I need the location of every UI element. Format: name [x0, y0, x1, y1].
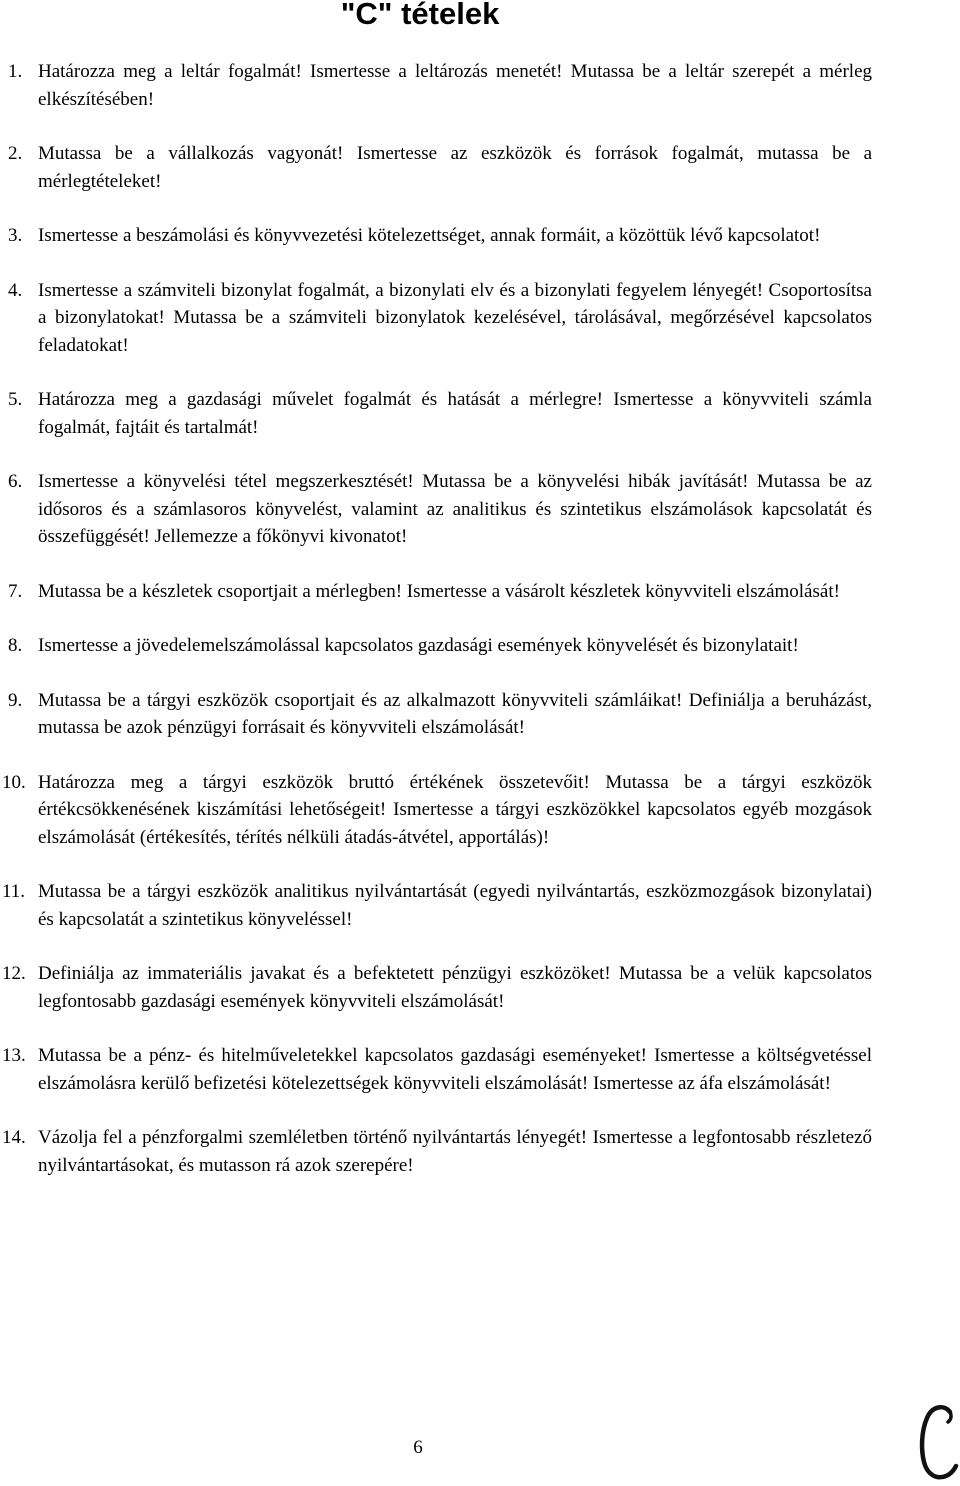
list-item [0, 386, 960, 441]
item-number: 10. [2, 771, 26, 793]
item-number: 11. [2, 881, 26, 902]
item-text: Határozza meg a gazdasági művelet fogalmát és hatását a mérlegre! Ismertesse a könyvviteli számla fogalmát, fajtáit és tartalmát! [38, 389, 872, 438]
item-number: 4. [8, 279, 23, 301]
list-item [0, 632, 960, 660]
item-text: Mutassa be a tárgyi eszközök analitikus nyilvántartását (egyedi nyilvántartás, eszközmozgások bizonylatai) és kapcsolatát a szintetikus könyveléssel! [38, 881, 872, 930]
item-text: Ismertesse a beszámolási és könyvvezetési kötelezettséget, annak formáit, a közöttük lévő kapcsolatot! [38, 225, 821, 246]
item-number: 14. [2, 1127, 26, 1148]
item-text: Ismertesse a jövedelemelszámolással kapcsolatos gazdasági események könyvelését és bizonylatait! [38, 635, 799, 656]
item-text: Mutassa be a pénz- és hitelműveletekkel kapcsolatos gazdasági eseményeket! Ismertesse a költségvetéssel elszámolásra kerülő befizetési kötelezettségek könyvviteli elszámolását! Ismertesse az áfa elszámolását! [38, 1045, 872, 1094]
list-item [0, 222, 960, 250]
item-number: 13. [2, 1045, 26, 1066]
list-item [0, 140, 960, 195]
list-item [0, 1042, 960, 1097]
item-number: 12. [2, 963, 26, 984]
list-item [0, 277, 960, 360]
page-number: 6 [413, 1437, 423, 1458]
handwritten-c-mark [910, 1400, 960, 1486]
list-item [0, 1124, 960, 1179]
item-text: Definiálja az immateriális javakat és a befektetett pénzügyi eszközöket! Mutassa be a velük kapcsolatos legfontosabb gazdasági események könyvviteli elszámolását! [38, 963, 872, 1012]
item-text: Határozza meg a leltár fogalmát! Ismertesse a leltározás menetét! Mutassa be a leltár szerepét a mérleg elkészítésében! [38, 61, 872, 110]
item-text: Mutassa be a tárgyi eszközök csoportjait és az alkalmazott könyvviteli számláikat! Definiálja a beruházást, mutassa be azok pénzügyi forrásait és könyvviteli elszámolását! [38, 689, 872, 738]
item-number: 1. [8, 61, 23, 82]
list-item [0, 687, 960, 742]
page-title: "C" tételek [340, 0, 500, 31]
item-text: Határozza meg a tárgyi eszközök bruttó értékének összetevőit! Mutassa be a tárgyi eszközök értékcsökkenésének kiszámítási lehetőségeit! Ismertesse a tárgyi eszközökkel kapcsolatos egyéb mozgások elszámolását (értékesítés, térítés nélküli átadás-átvétel, apportálás)! [38, 771, 872, 848]
list-item [0, 468, 960, 551]
list-item [0, 769, 960, 852]
item-number: 5. [8, 389, 23, 410]
question-list [0, 58, 960, 1206]
item-number: 9. [8, 689, 23, 711]
item-text: Ismertesse a számviteli bizonylat fogalmát, a bizonylati elv és a bizonylati fegyelem lényegét! Csoportosítsa a bizonylatokat! Mutassa be a számviteli bizonylatok kezelésével, tárolásával, megőrzésével kapcsolatos feladatokat! [38, 279, 872, 356]
list-item [0, 878, 960, 933]
item-number: 3. [8, 225, 23, 246]
list-item [0, 960, 960, 1015]
list-item [0, 578, 960, 606]
item-text: Vázolja fel a pénzforgalmi szemléletben történő nyilvántartás lényegét! Ismertesse a legfontosabb részletező nyilvántartásokat, és mutasson rá azok szerepére! [38, 1127, 872, 1176]
item-number: 2. [8, 143, 23, 164]
list-item [0, 58, 960, 113]
item-text: Ismertesse a könyvelési tétel megszerkesztését! Mutassa be a könyvelési hibák javítását! Mutassa be az idősoros és a számlasoros könyvelést, valamint az analitikus és szintetikus elszámolások kapcsolatát és összefüggését! Jellemezze a főkönyvi kivonatot! [38, 471, 872, 547]
item-text: Mutassa be a készletek csoportjait a mérlegben! Ismertesse a vásárolt készletek könyvviteli elszámolását! [38, 580, 840, 602]
item-number: 6. [8, 471, 23, 492]
item-text: Mutassa be a vállalkozás vagyonát! Ismertesse az eszközök és források fogalmát, mutassa be a mérlegtételeket! [38, 143, 872, 192]
item-number: 7. [8, 580, 23, 602]
item-number: 8. [8, 635, 23, 656]
